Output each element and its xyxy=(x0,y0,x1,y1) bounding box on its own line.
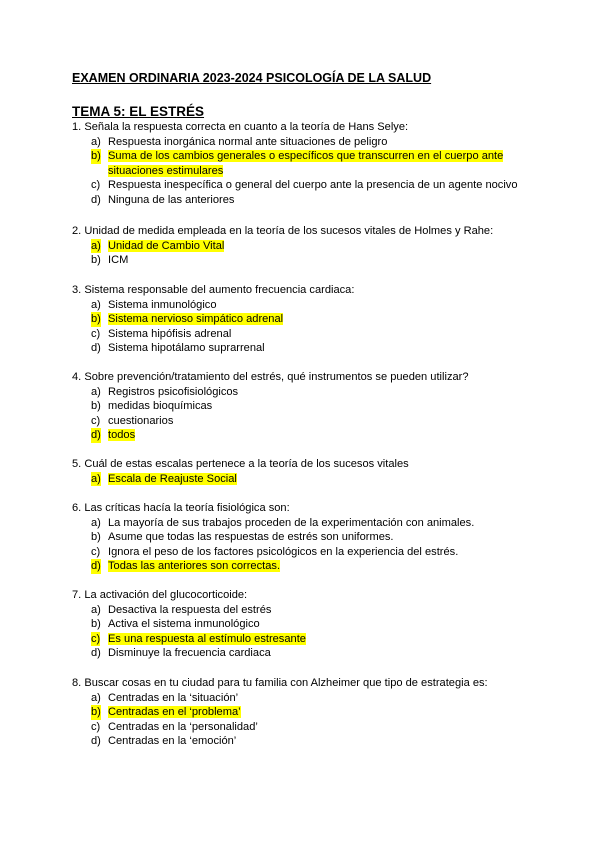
question-8 xyxy=(72,676,542,749)
option-letter: a) xyxy=(91,298,101,311)
option-letter: b) xyxy=(91,531,101,544)
option-letter: a) xyxy=(91,385,101,398)
answer-option xyxy=(72,149,542,178)
question-text: 3. Sistema responsable del aumento frecuencia cardiaca: xyxy=(72,284,355,296)
option-letter: c) xyxy=(91,545,101,558)
option-letter: c) xyxy=(91,720,101,733)
option-letter: a) xyxy=(91,135,101,148)
highlighted-answer-text: Centradas en el ‘problema’ xyxy=(108,706,241,719)
option-letter: d) xyxy=(91,193,101,206)
answer-option xyxy=(72,239,542,254)
option-text-continued: situaciones estimulares xyxy=(108,164,224,177)
option-text: Disminuye la frecuencia cardiaca xyxy=(108,647,271,660)
question-7 xyxy=(72,588,542,661)
option-letter: d) xyxy=(91,647,101,660)
option-letter: a) xyxy=(91,472,101,485)
option-list xyxy=(72,691,542,749)
highlighted-answer-text: Es una respuesta al estímulo estresante xyxy=(108,632,306,645)
option-text: Respuesta inorgánica normal ante situaciones de peligro xyxy=(108,135,388,148)
option-letter: a) xyxy=(91,603,101,616)
answer-option xyxy=(72,646,542,661)
option-text: Centradas en la ‘emoción’ xyxy=(108,735,237,748)
answer-option xyxy=(72,298,542,313)
option-letter: d) xyxy=(91,735,101,748)
highlighted-answer-text: Unidad de Cambio Vital xyxy=(108,239,225,252)
highlighted-answer-text: Suma de los cambios generales o específicos que transcurren en el cuerpo ante xyxy=(108,150,504,163)
option-text: La mayoría de sus trabajos proceden de la experimentación con animales. xyxy=(108,516,475,529)
section-title: TEMA 5: EL ESTRÉS xyxy=(72,104,205,119)
answer-option xyxy=(72,545,542,560)
option-text: Sistema hipófisis adrenal xyxy=(108,327,232,340)
question-text: 8. Buscar cosas en tu ciudad para tu familia con Alzheimer que tipo de estrategia es: xyxy=(72,677,488,689)
question-1 xyxy=(72,120,542,208)
answer-option xyxy=(72,632,542,647)
option-list xyxy=(72,298,542,356)
option-text: ICM xyxy=(108,254,129,267)
answer-option xyxy=(72,516,542,531)
option-list xyxy=(72,135,542,208)
option-letter: b) xyxy=(91,254,101,267)
option-letter: b) xyxy=(91,618,101,631)
option-letter: b) xyxy=(91,400,101,413)
answer-option xyxy=(72,312,542,327)
question-3 xyxy=(72,283,542,356)
question-text: 4. Sobre prevención/tratamiento del estrés, qué instrumentos se pueden utilizar? xyxy=(72,371,469,383)
option-text: Desactiva la respuesta del estrés xyxy=(108,603,272,616)
answer-option xyxy=(72,530,542,545)
option-text: Centradas en la ‘personalidad’ xyxy=(108,720,258,733)
question-text: 6. Las críticas hacía la teoría fisiológica son: xyxy=(72,502,290,514)
answer-option xyxy=(72,720,542,735)
answer-option xyxy=(72,559,542,574)
highlighted-answer-text: Todas las anteriores son correctas. xyxy=(108,560,281,573)
option-letter: a) xyxy=(91,516,101,529)
option-letter: c) xyxy=(91,414,101,427)
question-text: 5. Cuál de estas escalas pertenece a la teoría de los sucesos vitales xyxy=(72,458,409,470)
option-text: medidas bioquímicas xyxy=(108,400,213,413)
answer-option xyxy=(72,341,542,356)
option-text: Respuesta inespecífica o general del cuerpo ante la presencia de un agente nocivo xyxy=(108,179,518,192)
document-title: EXAMEN ORDINARIA 2023-2024 PSICOLOGÍA DE LA SALUD xyxy=(72,71,432,85)
question-text: 1. Señala la respuesta correcta en cuanto a la teoría de Hans Selye: xyxy=(72,121,409,133)
answer-option xyxy=(72,705,542,720)
answer-option xyxy=(72,734,542,749)
answer-option xyxy=(72,617,542,632)
highlighted-answer-text: Escala de Reajuste Social xyxy=(108,472,237,485)
answer-option xyxy=(72,327,542,342)
question-5 xyxy=(72,457,542,486)
option-letter: c) xyxy=(91,327,101,340)
option-text: cuestionarios xyxy=(108,414,174,427)
answer-option xyxy=(72,178,542,193)
answer-option xyxy=(72,414,542,429)
option-list xyxy=(72,603,542,661)
option-list xyxy=(72,239,542,268)
highlighted-answer-text: Sistema nervioso simpático adrenal xyxy=(108,313,284,326)
question-text: 2. Unidad de medida empleada en la teoría de los sucesos vitales de Holmes y Rahe: xyxy=(72,225,494,237)
answer-option xyxy=(72,428,542,443)
question-text: 7. La activación del glucocorticoide: xyxy=(72,589,248,601)
option-text: Asume que todas las respuestas de estrés son uniformes. xyxy=(108,531,394,544)
option-letter: a) xyxy=(91,239,101,252)
option-letter: b) xyxy=(91,706,101,719)
option-letter: c) xyxy=(91,179,101,192)
option-letter: b) xyxy=(91,313,101,326)
option-text: Sistema hipotálamo suprarrenal xyxy=(108,342,265,355)
option-letter: a) xyxy=(91,691,101,704)
option-text: Activa el sistema inmunológico xyxy=(108,618,260,631)
option-text: Sistema inmunológico xyxy=(108,298,217,311)
option-letter: d) xyxy=(91,429,101,442)
answer-option xyxy=(72,193,542,208)
option-letter: d) xyxy=(91,560,101,573)
question-2 xyxy=(72,224,542,268)
option-text: Centradas en la ‘situación’ xyxy=(108,691,239,704)
answer-option xyxy=(72,399,542,414)
option-text: Registros psicofisiológicos xyxy=(108,385,239,398)
highlighted-answer-text: todos xyxy=(108,429,136,442)
answer-option xyxy=(72,691,542,706)
question-4 xyxy=(72,370,542,443)
answer-option xyxy=(72,472,542,487)
option-list xyxy=(72,516,542,574)
option-list xyxy=(72,472,542,487)
answer-option xyxy=(72,135,542,150)
answer-option xyxy=(72,603,542,618)
option-letter: b) xyxy=(91,150,101,163)
question-6 xyxy=(72,501,542,574)
answer-option xyxy=(72,385,542,400)
option-text: Ninguna de las anteriores xyxy=(108,193,235,206)
answer-option xyxy=(72,253,542,268)
option-list xyxy=(72,385,542,443)
option-letter: c) xyxy=(91,632,101,645)
option-letter: d) xyxy=(91,342,101,355)
option-text: Ignora el peso de los factores psicológicos en la experiencia del estrés. xyxy=(108,545,459,558)
